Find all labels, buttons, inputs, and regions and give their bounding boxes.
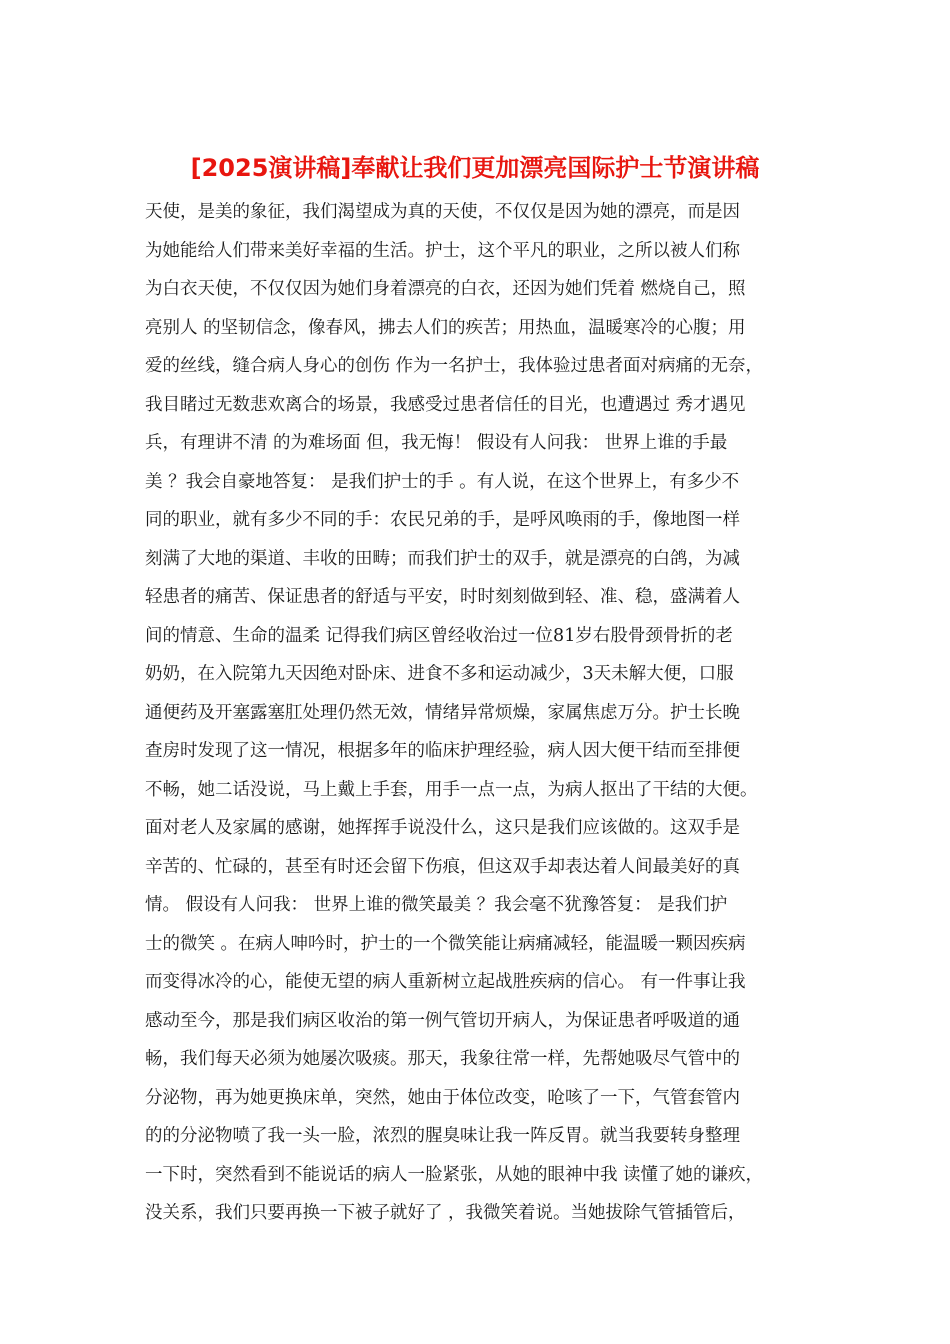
body-text-line: 情。 假设有人问我： 世界上谁的微笑最美 ？我会毫不犹豫答复： 是我们护 xyxy=(145,895,728,915)
document-body xyxy=(145,193,825,1233)
body-text-line: 我目睹过无数悲欢离合的场景，我感受过患者信任的目光，也遭遇过 秀才遇见 xyxy=(145,394,746,415)
body-text-line: 美 ？我会自豪地答复： 是我们护士的手 。有人说，在这个世界上，有多少不 xyxy=(145,471,740,492)
body-text-line: 分泌物，再为她更换床单，突然，她由于体位改变，呛咳了一下，气管套管内 xyxy=(145,1087,740,1108)
body-text-line: 亮别人 的坚韧信念，像春风，拂去人们的疾苦；用热血，温暖寒冷的心腹；用 xyxy=(145,317,746,338)
body-text-line: 不畅，她二话没说，马上戴上手套，用手一点一点，为病人抠出了干结的大便。 xyxy=(145,779,758,800)
body-text-line: 为她能给人们带来美好幸福的生活。护士，这个平凡的职业，之所以被人们称 xyxy=(145,240,740,261)
body-text-line: 同的职业，就有多少不同的手：农民兄弟的手，是呼风唤雨的手，像地图一样 xyxy=(145,510,740,530)
body-text-line: 而变得冰冷的心，能使无望的病人重新树立起战胜疾病的信心。 有一件事让我 xyxy=(145,972,746,992)
body-text-line: 的的分泌物喷了我一头一脸，浓烈的腥臭味让我一阵反胃。就当我要转身整理 xyxy=(145,1126,740,1146)
body-text-line: 间的情意、生命的温柔 记得我们病区曾经收治过一位81岁右股骨颈骨折的老 xyxy=(145,625,733,646)
body-text-line: 兵，有理讲不清 的为难场面 但，我无悔！ 假设有人问我： 世界上谁的手最 xyxy=(145,433,728,453)
body-text-line: 爱的丝线，缝合病人身心的创伤 作为一名护士，我体验过患者面对病痛的无奈， xyxy=(145,356,764,376)
body-text-line: 面对老人及家属的感谢，她挥挥手说没什么，这只是我们应该做的。这双手是 xyxy=(145,818,740,838)
body-text-line: 为白衣天使，不仅仅因为她们身着漂亮的白衣，还因为她们凭着 燃烧自己，照 xyxy=(145,279,746,299)
document-title: [2025演讲稿]奉献让我们更加漂亮国际护士节演讲稿 xyxy=(190,154,760,182)
body-text-line: 轻患者的痛苦、保证患者的舒适与平安，时时刻刻做到轻、准、稳，盛满着人 xyxy=(145,587,740,607)
body-text-line: 天使，是美的象征，我们渴望成为真的天使，不仅仅是因为她的漂亮，而是因 xyxy=(145,202,740,222)
body-text-line: 士的微笑 。在病人呻吟时，护士的一个微笑能让病痛减轻，能温暖一颗因疾病 xyxy=(145,933,746,954)
body-text-line: 没关系，我们只要再换一下被子就好了 ，我微笑着说。当她拔除气管插管后， xyxy=(145,1203,746,1223)
body-text-line: 刻满了大地的渠道、丰收的田畴；而我们护士的双手，就是漂亮的白鸽，为减 xyxy=(145,548,740,569)
body-text-line: 辛苦的、忙碌的，甚至有时还会留下伤痕，但这双手却表达着人间最美好的真 xyxy=(145,856,740,877)
body-text-line: 畅，我们每天必须为她屡次吸痰。那天，我象往常一样，先帮她吸尽气管中的 xyxy=(145,1049,740,1069)
body-text-line: 感动至今，那是我们病区收治的第一例气管切开病人，为保证患者呼吸道的通 xyxy=(145,1010,740,1031)
body-text-line: 查房时发现了这一情况，根据多年的临床护理经验，病人因大便干结而至排便 xyxy=(145,741,740,761)
body-text-line: 一下时，突然看到不能说话的病人一脸紧张，从她的眼神中我 读懂了她的谦疚， xyxy=(145,1164,764,1185)
body-text-line: 奶奶，在入院第九天因绝对卧床、进食不多和运动减少，3天未解大便，口服 xyxy=(145,664,734,684)
body-text-line: 通便药及开塞露塞肛处理仍然无效，情绪异常烦燥，家属焦虑万分。护士长晚 xyxy=(145,702,740,723)
